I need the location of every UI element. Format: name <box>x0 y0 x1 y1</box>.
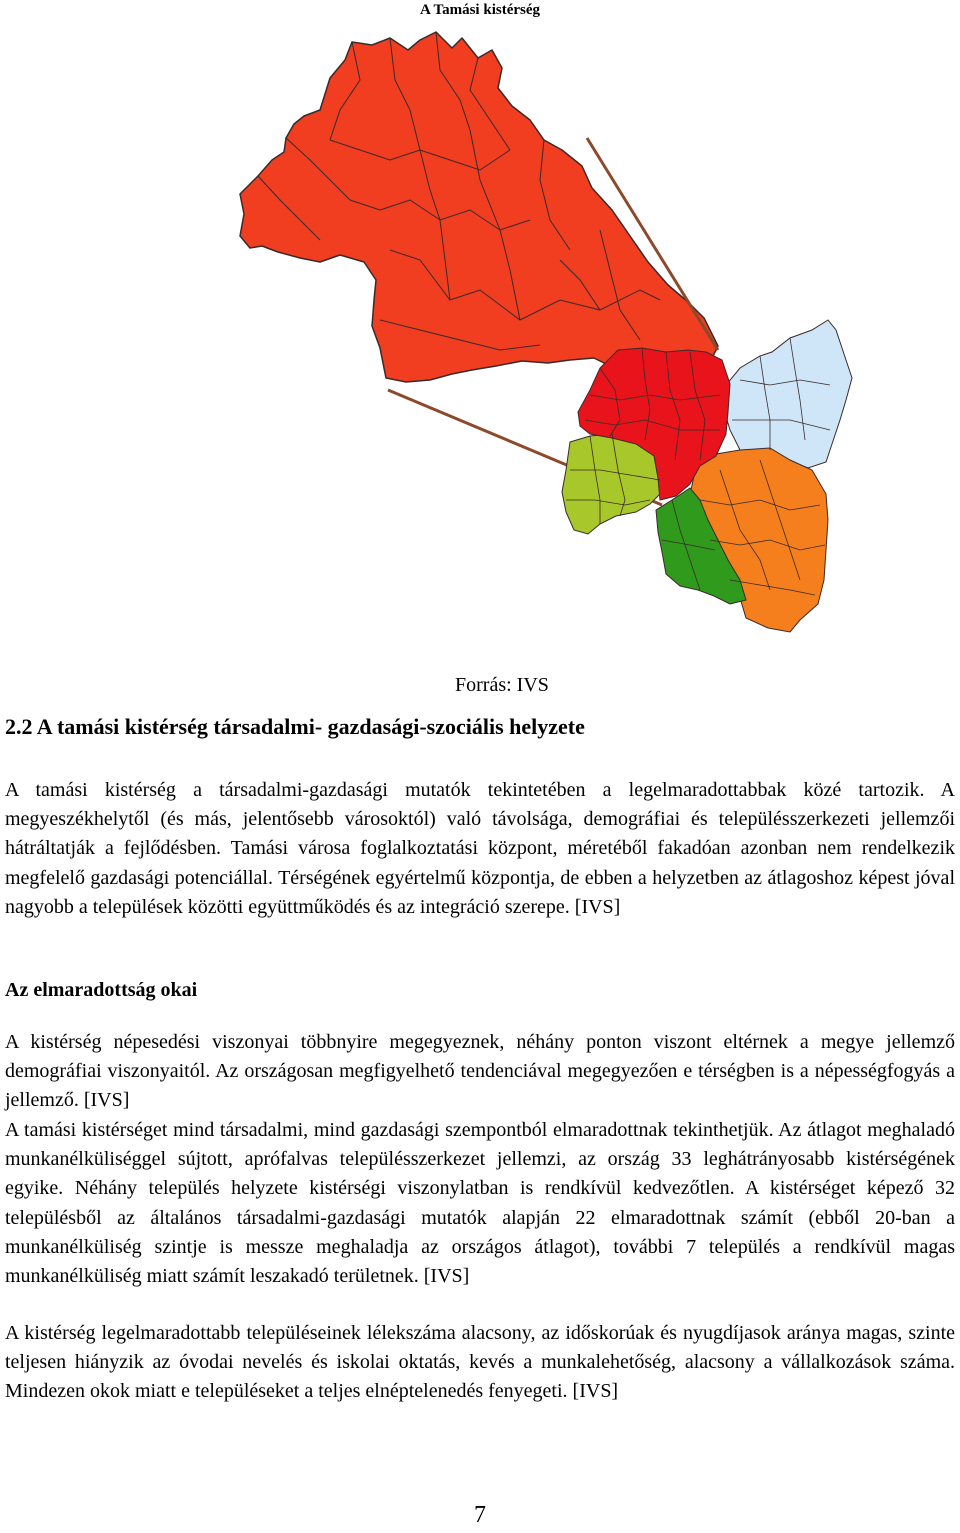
region-map <box>0 20 960 660</box>
page-number: 7 <box>474 1502 486 1528</box>
subheading: Az elmaradottság okai <box>5 979 198 1001</box>
paragraph-overview: A tamási kistérség a társadalmi-gazdasági mutatók tekintetében a legelmaradottabbak közé tartozik. A megyeszékhelytől (és más, jelentősebb városoktól) való távolsága, demográfiai és településszerkezeti jellemzői hátráltatják a fejlődésben. Tamási városa foglalkoztatási központ, méretéből fakadóan azonban nem rendelkezik megfelelő gazdasági potenciállal. Térségének egyértelmű központja, de ebben a helyzetben az átlagoshoz képest jóval nagyobb a települések közötti együttműködés és az integráció szerepe. [IVS] <box>5 779 955 918</box>
region-light-blue <box>722 320 852 468</box>
paragraph-demography: A kistérség népesedési viszonyai többnyire megegyeznek, néhány ponton viszont eltérnek a megye jellemző demográfiai viszonyaitól. Az országosan megfigyelhető tendenciával megegyezően e térségben is a népességfogyás a jellemző. [IVS] <box>5 1031 955 1112</box>
section-heading: 2.2 A tamási kistérség társadalmi- gazdasági-szociális helyzete <box>5 714 585 739</box>
map-title: A Tamási kistérség <box>419 2 540 18</box>
enlarged-subregion-shape <box>240 32 718 382</box>
paragraph-disadvantage: A tamási kistérséget mind társadalmi, mind gazdasági szempontból elmaradottnak tekinthetjük. Az átlagot meghaladó munkanélküliséggel sújtott, aprófalvas településszerkezet jellemzi, az ország 33 leghátrányosabb kistérségének egyike. Néhány település helyzete kistérségi viszonylatban is rendkívül kedvezőtlen. A kistérséget képező 32 településből az általános társadalmi-gazdasági mutatók alapján 22 elmaradottnak számít (ebből 20-ban a munkanélküliség szintje is messze meghaladja az országos átlagot), további 7 település a rendkívül magas munkanélküliség miatt számít leszakadó területnek. [IVS] <box>5 1119 955 1288</box>
paragraph-depopulation: A kistérség legelmaradottabb településeinek lélekszáma alacsony, az időskorúak és nyugdíjasok aránya magas, szinte teljesen hiányzik az óvodai nevelés és iskolai oktatás, kevés a munkalehetőség, alacsony a vállalkozások száma. Mindezen okok miatt e településeket a teljes elnéptelenedés fenyegeti. [IVS] <box>5 1322 955 1403</box>
map-source: Forrás: IVS <box>455 674 549 696</box>
